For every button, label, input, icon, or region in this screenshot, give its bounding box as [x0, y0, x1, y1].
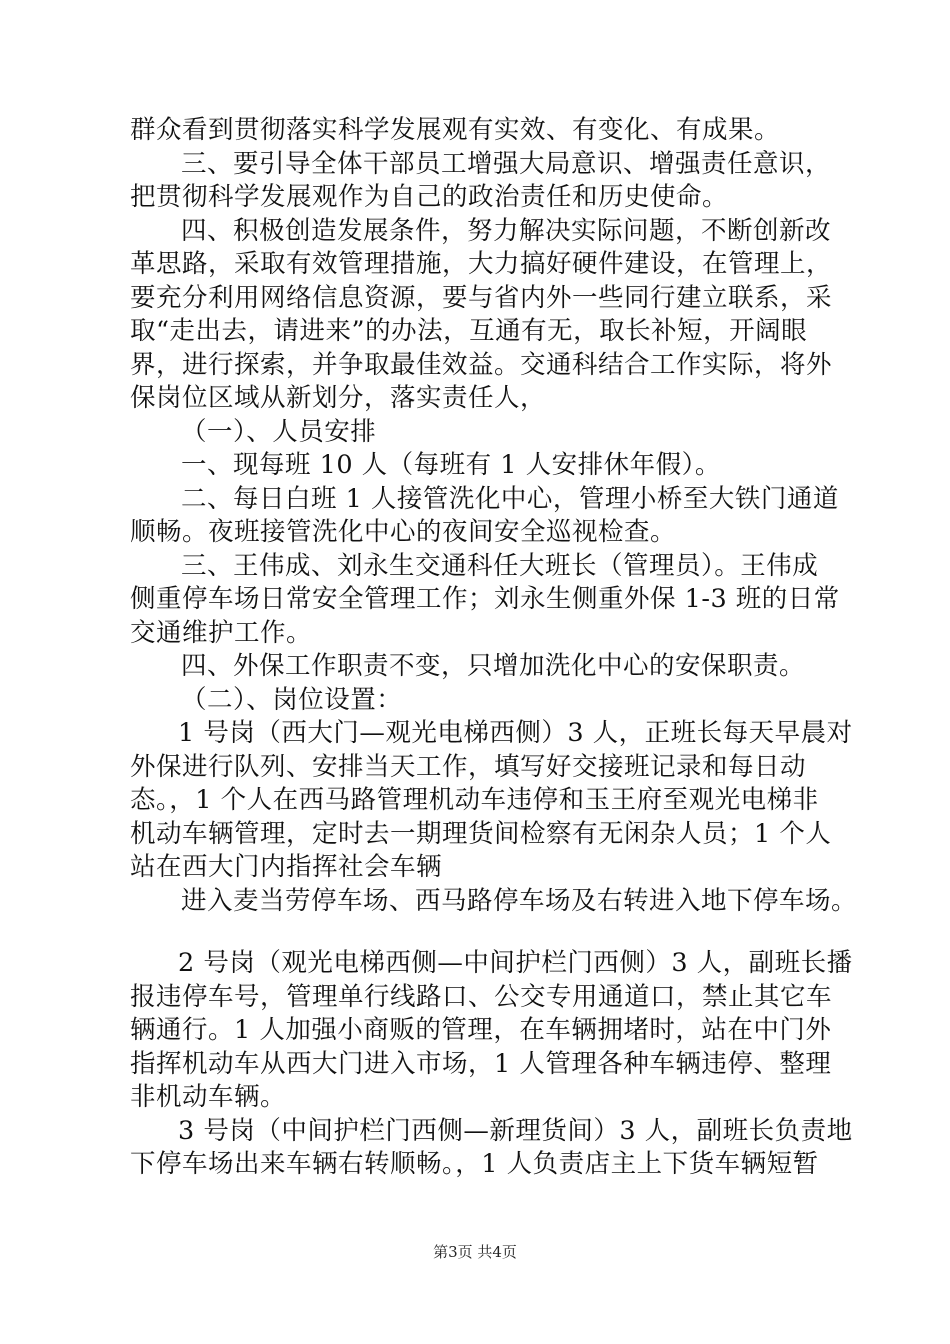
- paragraph-line: 革思路，采取有效管理措施，大力搞好硬件建设，在管理上，: [130, 249, 833, 279]
- paragraph-line: 下停车场出来车辆右转顺畅。，1 人负责店主上下货车辆短暂: [130, 1149, 819, 1179]
- paragraph-line: 交通维护工作。: [130, 618, 313, 648]
- paragraph-line: 顺畅。夜班接管洗化中心的夜间安全巡视检查。: [130, 517, 677, 547]
- paragraph-line: 四、外保工作职责不变，只增加洗化中心的安保职责。: [181, 651, 806, 681]
- paragraph-line: 3 号岗（中间护栏门西侧—新理货间）3 人，副班长负责地: [178, 1116, 853, 1146]
- paragraph-line: 三、要引导全体干部员工增强大局意识、增强责任意识，: [181, 149, 832, 179]
- paragraph-line: 界，进行探索，并争取最佳效益。交通科结合工作实际，将外: [130, 350, 833, 380]
- paragraph-line: 指挥机动车从西大门进入市场，1 人管理各种车辆违停、整理: [130, 1049, 832, 1079]
- paragraph-line: 群众看到贯彻落实科学发展观有实效、有变化、有成果。: [130, 115, 781, 145]
- paragraph-line: 报违停车号，管理单行线路口、公交专用通道口，禁止其它车: [130, 982, 833, 1012]
- paragraph-line: 要充分利用网络信息资源，要与省内外一些同行建立联系，采: [130, 283, 833, 313]
- paragraph-line: 1 号岗（西大门—观光电梯西侧）3 人，正班长每天早晨对: [178, 718, 853, 748]
- paragraph-line: 取“走出去，请进来”的办法，互通有无，取长补短，开阔眼: [130, 316, 808, 346]
- paragraph-line: 机动车辆管理，定时去一期理货间检察有无闲杂人员；1 个人: [130, 819, 832, 849]
- paragraph-line: 三、王伟成、刘永生交通科任大班长（管理员）。王伟成: [181, 551, 819, 581]
- paragraph-line: 2 号岗（观光电梯西侧—中间护栏门西侧）3 人，副班长播: [178, 948, 853, 978]
- paragraph-line: 把贯彻科学发展观作为自己的政治责任和历史使命。: [130, 182, 729, 212]
- section-heading: （二）、岗位设置：: [181, 685, 403, 715]
- paragraph-line: 站在西大门内指挥社会车辆: [130, 852, 443, 882]
- paragraph-line: 四、积极创造发展条件，努力解决实际问题，不断创新改: [181, 216, 832, 246]
- paragraph-line: 非机动车辆。: [130, 1082, 287, 1112]
- paragraph-line: 辆通行。1 人加强小商贩的管理，在车辆拥堵时，站在中门外: [130, 1015, 832, 1045]
- paragraph-line: 进入麦当劳停车场、西马路停车场及右转进入地下停车场。: [181, 886, 858, 916]
- paragraph-line: 保岗位区域从新划分，落实责任人，: [130, 383, 547, 413]
- paragraph-line: 二、每日白班 1 人接管洗化中心，管理小桥至大铁门通道: [181, 484, 839, 514]
- page-number-footer: 第3页 共4页: [433, 1243, 517, 1261]
- section-heading: （一）、人员安排: [181, 417, 377, 447]
- paragraph-line: 侧重停车场日常安全管理工作；刘永生侧重外保 1-3 班的日常: [130, 584, 840, 614]
- paragraph-line: 态。，1 个人在西马路管理机动车违停和玉王府至观光电梯非: [130, 785, 819, 815]
- paragraph-line: 一、现每班 10 人（每班有 1 人安排休年假）。: [181, 450, 721, 480]
- paragraph-line: 外保进行队列、安排当天工作，填写好交接班记录和每日动: [130, 752, 807, 782]
